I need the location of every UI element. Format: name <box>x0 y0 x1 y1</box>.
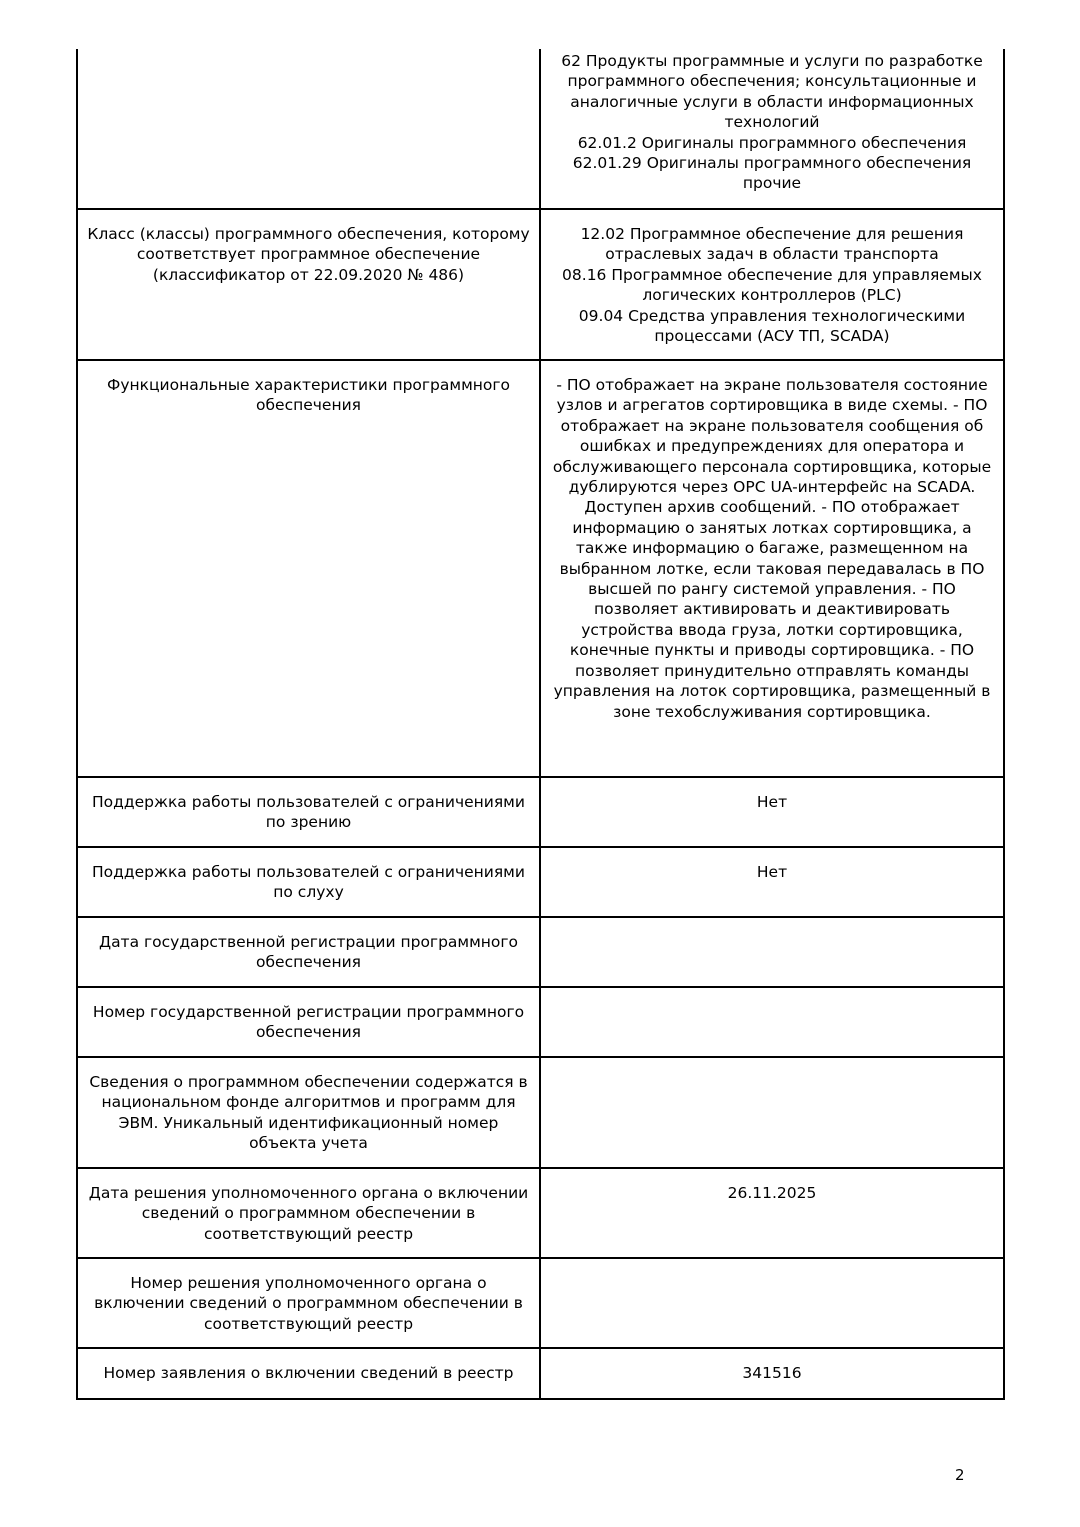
row-label: Номер государственной регистрации программного обеспечения <box>77 987 540 1057</box>
table-row-decision-number <box>77 1258 1004 1348</box>
table-row-functional-characteristics <box>77 360 1004 777</box>
row-value: 62 Продукты программные и услуги по разработке программного обеспечения; консультационные и аналогичные услуги в области информационных технологий 62.01.2 Оригиналы программного обеспечения 62.01.29 Оригиналы программного обеспечения прочие <box>540 49 1004 209</box>
row-value: 341516 <box>540 1348 1004 1399</box>
table-row-okpd <box>77 49 1004 209</box>
row-label: Дата решения уполномоченного органа о включении сведений о программном обеспечении в соответствующий реестр <box>77 1168 540 1258</box>
row-label <box>77 49 540 209</box>
row-value: Нет <box>540 777 1004 847</box>
row-label: Дата государственной регистрации программного обеспечения <box>77 917 540 987</box>
registry-table <box>76 49 1005 1400</box>
table-row-hearing-support <box>77 847 1004 917</box>
row-value <box>540 987 1004 1057</box>
row-label: Поддержка работы пользователей с ограничениями по зрению <box>77 777 540 847</box>
row-label: Функциональные характеристики программного обеспечения <box>77 360 540 777</box>
table-row-decision-date <box>77 1168 1004 1258</box>
row-value: Нет <box>540 847 1004 917</box>
table-row-registration-number <box>77 987 1004 1057</box>
row-label: Номер решения уполномоченного органа о включении сведений о программном обеспечении в соответствующий реестр <box>77 1258 540 1348</box>
row-value <box>540 1057 1004 1168</box>
row-label: Номер заявления о включении сведений в реестр <box>77 1348 540 1399</box>
table-row-software-class <box>77 209 1004 360</box>
row-label: Поддержка работы пользователей с ограничениями по слуху <box>77 847 540 917</box>
table-row-registration-date <box>77 917 1004 987</box>
row-value <box>540 1258 1004 1348</box>
row-value: - ПО отображает на экране пользователя состояние узлов и агрегатов сортировщика в виде схемы. - ПО отображает на экране пользователя сообщения об ошибках и предупреждениях для оператора и обслуживающего персонала сортировщика, которые дублируются через OPC UA-интерфейс на SCADA. Доступен архив сообщений. - ПО отображает информацию о занятых лотках сортировщика, а также информацию о багаже, размещенном на выбранном лотке, если таковая передавалась в ПО высшей по рангу системой управления. - ПО позволяет активировать и деактивировать устройства ввода груза, лотки сортировщика, конечные пункты и приводы сортировщика. - ПО позволяет принудительно отправлять команды управления на лоток сортировщика, размещенный в зоне техобслуживания сортировщика. <box>540 360 1004 777</box>
row-label: Сведения о программном обеспечении содержатся в национальном фонде алгоритмов и программ для ЭВМ. Уникальный идентификационный номер объекта учета <box>77 1057 540 1168</box>
row-value <box>540 917 1004 987</box>
row-label: Класс (классы) программного обеспечения, которому соответствует программное обеспечение (классификатор от 22.09.2020 № 486) <box>77 209 540 360</box>
row-value: 12.02 Программное обеспечение для решения отраслевых задач в области транспорта 08.16 Программное обеспечение для управляемых логических контроллеров (PLC) 09.04 Средства управления технологическими процессами (АСУ ТП, SCADA) <box>540 209 1004 360</box>
table-row-national-fund <box>77 1057 1004 1168</box>
table-row-application-number <box>77 1348 1004 1399</box>
table-row-vision-support <box>77 777 1004 847</box>
page-number: 2 <box>955 1466 965 1484</box>
row-value: 26.11.2025 <box>540 1168 1004 1258</box>
